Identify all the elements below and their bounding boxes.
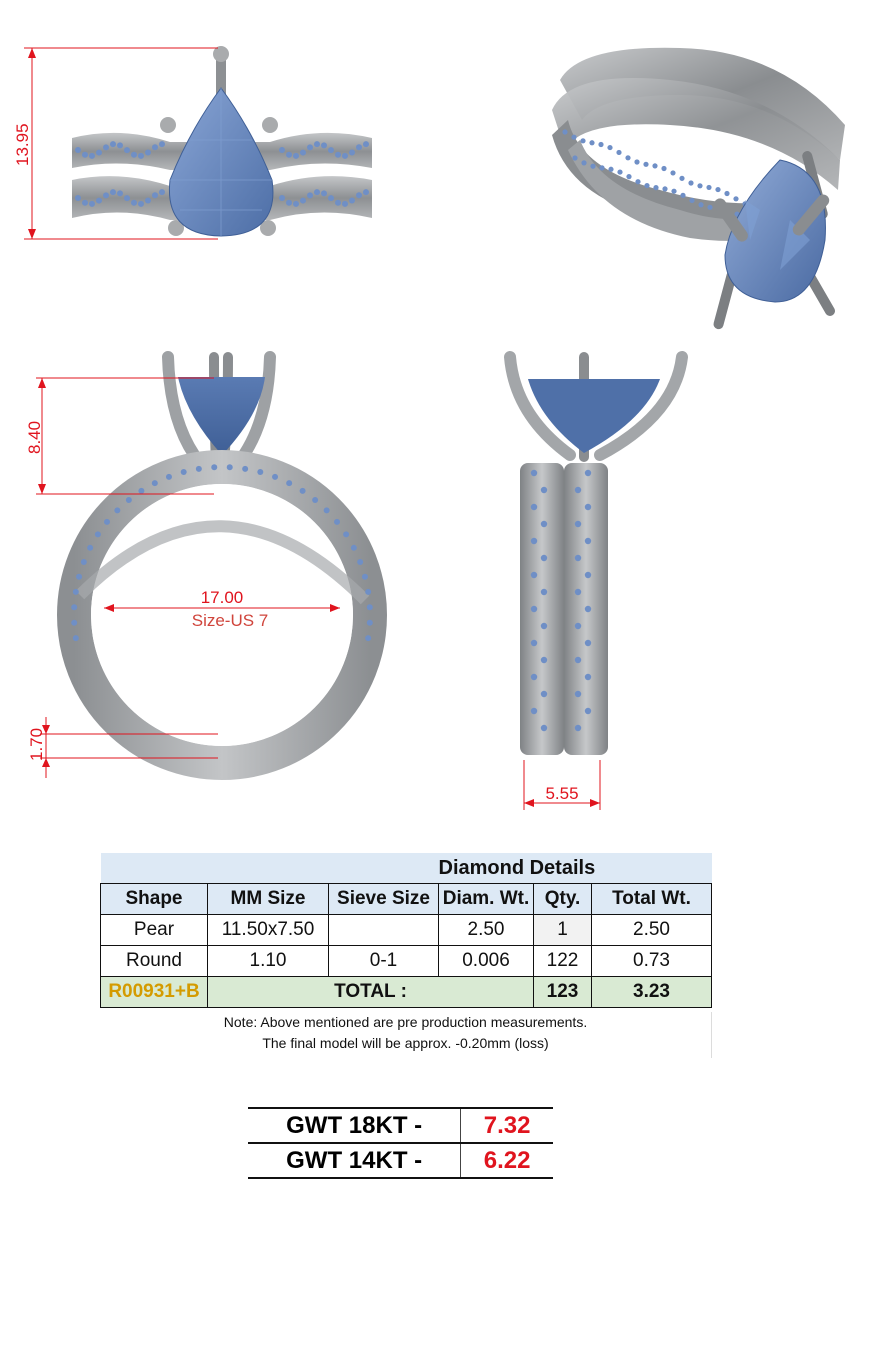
table-title: Diamond Details bbox=[439, 853, 712, 884]
cell-mm-size: 1.10 bbox=[208, 946, 329, 977]
cell-total-wt: 2.50 bbox=[592, 915, 712, 946]
header-total-wt: Total Wt. bbox=[592, 884, 712, 915]
dimension-top-height: 13.95 bbox=[13, 123, 32, 166]
cell-total-wt: 0.73 bbox=[592, 946, 712, 977]
gwt-row-18kt bbox=[248, 1107, 553, 1144]
perspective-view bbox=[540, 40, 860, 335]
dimension-band-thickness: 1.70 bbox=[27, 727, 46, 761]
table-row bbox=[101, 915, 712, 946]
production-note bbox=[100, 1012, 712, 1058]
cell-qty: 122 bbox=[534, 946, 592, 977]
header-diam-wt: Diam. Wt. bbox=[439, 884, 534, 915]
gwt-value: 7.32 bbox=[483, 1112, 531, 1139]
cell-shape: Round bbox=[101, 946, 208, 977]
cell-sieve-size: 0-1 bbox=[329, 946, 439, 977]
product-code: R00931+B bbox=[101, 977, 208, 1008]
front-view bbox=[0, 345, 400, 785]
gwt-row-14kt bbox=[248, 1144, 553, 1179]
note-line-2: The final model will be approx. -0.20mm (loss) bbox=[262, 1035, 549, 1051]
gwt-label: GWT 18KT - bbox=[248, 1109, 461, 1142]
total-qty: 123 bbox=[534, 977, 592, 1008]
cell-diam-wt: 2.50 bbox=[439, 915, 534, 946]
dimension-inner-diameter: 17.00 bbox=[200, 588, 244, 607]
gwt-label: GWT 14KT - bbox=[248, 1144, 461, 1177]
dimension-head-height: 8.40 bbox=[25, 420, 44, 454]
header-qty: Qty. bbox=[534, 884, 592, 915]
diamond-details-table bbox=[100, 853, 712, 1008]
cell-sieve-size bbox=[329, 915, 439, 946]
header-shape: Shape bbox=[101, 884, 208, 915]
total-row bbox=[101, 977, 712, 1008]
top-view bbox=[0, 30, 400, 260]
gross-weight-table bbox=[248, 1107, 553, 1179]
dimension-band-width: 5.55 bbox=[545, 784, 579, 803]
header-mm-size: MM Size bbox=[208, 884, 329, 915]
cell-shape: Pear bbox=[101, 915, 208, 946]
note-line-1: Note: Above mentioned are pre production measurements. bbox=[223, 1014, 588, 1030]
ring-size-label: Size-US 7 bbox=[191, 611, 269, 630]
cell-diam-wt: 0.006 bbox=[439, 946, 534, 977]
header-sieve-size: Sieve Size bbox=[329, 884, 439, 915]
total-weight: 3.23 bbox=[592, 977, 712, 1008]
table-row bbox=[101, 946, 712, 977]
cell-mm-size: 11.50x7.50 bbox=[208, 915, 329, 946]
side-view bbox=[480, 345, 740, 815]
cell-qty: 1 bbox=[534, 915, 592, 946]
gwt-value: 6.22 bbox=[483, 1147, 531, 1174]
total-label: TOTAL : bbox=[208, 977, 534, 1008]
